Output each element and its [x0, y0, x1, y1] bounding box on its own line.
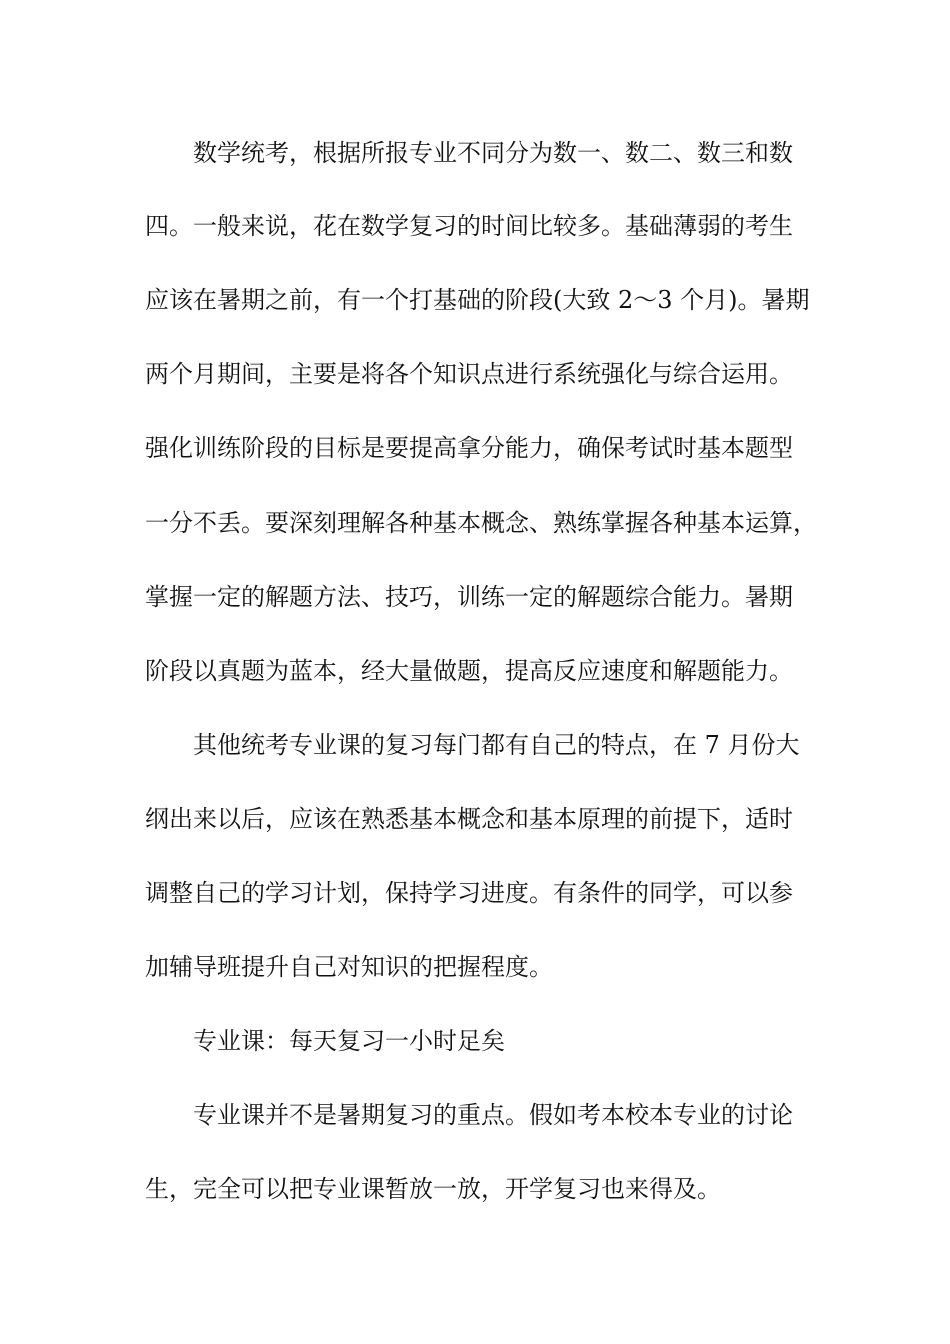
- paragraph-line: 调整自己的学习计划，保持学习进度。有条件的同学，可以参: [145, 879, 793, 907]
- paragraph-line: 加辅导班提升自己对知识的把握程度。: [145, 953, 553, 981]
- paragraph-line: 纲出来以后，应该在熟悉基本概念和基本原理的前提下，适时: [145, 805, 793, 833]
- paragraph-line: 其他统考专业课的复习每门都有自己的特点，在 7 月份大: [193, 731, 800, 759]
- paragraph-line: 强化训练阶段的目标是要提高拿分能力，确保考试时基本题型: [145, 434, 793, 462]
- paragraph-line: 应该在暑期之前，有一个打基础的阶段(大致 2～3 个月)。暑期: [145, 286, 810, 314]
- paragraph-line: 两个月期间，主要是将各个知识点进行系统强化与综合运用。: [145, 360, 793, 388]
- paragraph-line: 专业课并不是暑期复习的重点。假如考本校本专业的讨论: [193, 1101, 793, 1129]
- paragraph-line: 阶段以真题为蓝本，经大量做题，提高反应速度和解题能力。: [145, 657, 793, 685]
- paragraph-line: 数学统考，根据所报专业不同分为数一、数二、数三和数: [193, 139, 793, 167]
- paragraph-line: 一分不丢。要深刻理解各种基本概念、熟练掌握各种基本运算，: [145, 509, 817, 537]
- section-heading: 专业课：每天复习一小时足矣: [193, 1027, 505, 1055]
- paragraph-line: 掌握一定的解题方法、技巧，训练一定的解题综合能力。暑期: [145, 583, 793, 611]
- paragraph-line: 生，完全可以把专业课暂放一放，开学复习也来得及。: [145, 1175, 721, 1203]
- paragraph-line: 四。一般来说，花在数学复习的时间比较多。基础薄弱的考生: [145, 212, 793, 240]
